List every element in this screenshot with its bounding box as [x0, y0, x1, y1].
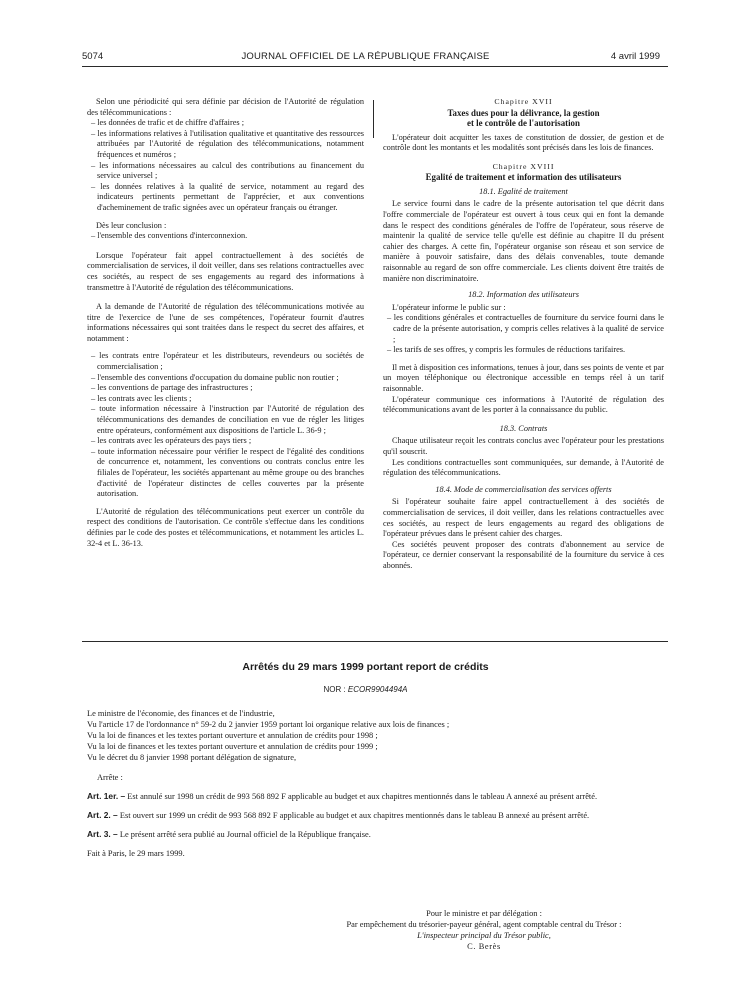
- article-1-text: Est annulé sur 1998 un crédit de 993 568 892 F applicable au budget et aux chapitres mentionnés dans le tableau A annexé au présent arrêté.: [125, 792, 598, 801]
- chapter-18-title: Egalité de traitement et information des utilisateurs: [425, 172, 622, 183]
- article-3: [87, 829, 667, 840]
- chapter-17-title-1: Taxes dues pour la délivrance, la gestion: [447, 107, 600, 118]
- chapter-17-title-2: et le contrôle de l'autorisation: [467, 118, 580, 129]
- section-18-3-title: 18.3. Contrats: [499, 423, 548, 433]
- arrete-body: [87, 708, 667, 859]
- arrete-label: Arrête :: [97, 773, 123, 782]
- list-item: – les informations relatives à l'utilisation qualitative et quantitative des ressources attribuées par l'Autorité de régulation des télécommunications, notamment fréquences et numéros ;: [91, 128, 364, 159]
- article-2-label: Art. 2. –: [87, 810, 118, 820]
- fait-line: Fait à Paris, le 29 mars 1999.: [87, 849, 185, 858]
- nor-code: ECOR9904494A: [347, 685, 408, 694]
- list-item: – les données relatives à la qualité de service, notamment au regard des indicateurs pertinents permettant de l'apprécier, et aux conventions d'acheminement de trafic signées avec un opérateur français ou étranger.: [91, 181, 364, 212]
- paragraph-control: L'Autorité de régulation des télécommunications peut exercer un contrôle du respect des conditions de l'autorisation. Ce contrôle s'effectue dans les conditions définies par le code des postes et télécommunications, et notamment les articles L. 32-4 et L. 36-13.: [87, 506, 364, 548]
- visa-line: Vu la loi de finances et les textes portant ouverture et annulation de crédits pour 1998 ;: [87, 731, 378, 740]
- nor-label: NOR :: [323, 685, 348, 694]
- article-1: [87, 791, 667, 802]
- visa-line: Vu l'article 17 de l'ordonnance n° 59-2 du 2 janvier 1959 portant loi organique relative aux lois de finances ;: [87, 720, 450, 729]
- arrete-title: Arrêtés du 29 mars 1999 portant report de crédits: [242, 661, 489, 673]
- signature-line: Par empêchement du trésorier-payeur général, agent comptable central du Trésor :: [346, 920, 622, 929]
- chapter-17-text: L'opérateur doit acquitter les taxes de constitution de dossier, de gestion et de contrôle dont les montants et les modalités sont précisés dans les lois de finances.: [383, 132, 664, 153]
- section-separator: [82, 641, 668, 642]
- list-item: – toute information nécessaire à l'instruction par l'Autorité de régulation des télécommunications des demandes de conciliation en vue de régler les litiges entre opérateurs, conformément aux dispositions de l'article L. 36-9 ;: [91, 404, 364, 435]
- visa-line: Vu la loi de finances et les textes portant ouverture et annulation de crédits pour 1999 ;: [87, 742, 378, 751]
- column-divider: [373, 100, 374, 138]
- journal-title: JOURNAL OFFICIEL DE LA RÉPUBLIQUE FRANÇAISE: [241, 51, 490, 62]
- list-item: – les contrats avec les clients ;: [91, 393, 192, 403]
- left-list-2: [87, 231, 364, 242]
- left-list-1: [87, 118, 364, 213]
- signature-line: Pour le ministre et par délégation :: [426, 909, 542, 918]
- list-item: – les données de trafic et de chiffre d'affaires ;: [91, 118, 244, 128]
- list-item: – toute information nécessaire pour vérifier le respect de l'égalité des conditions de concurrence et, notamment, les conventions ou contrats conclus entre les filiales de l'opérateur, les sociétés appartenant au même groupe ou des branches d'activité de l'opérateur distinctes de celles couvertes par la présente autorisation.: [91, 446, 364, 499]
- section-18-3-p2: Les conditions contractuelles sont communiquées, sur demande, à l'Autorité de régulation des télécommunications.: [383, 457, 664, 478]
- page-number: 5074: [82, 51, 104, 62]
- left-column: [87, 97, 364, 549]
- section-18-2-intro: L'opérateur informe le public sur :: [392, 302, 506, 312]
- section-18-1-title: 18.1. Egalité de traitement: [479, 186, 568, 196]
- section-18-3-p1: Chaque utilisateur reçoit les contrats conclus avec l'opérateur pour les prestations qu'il souscrit.: [383, 436, 664, 456]
- chapter-17-label: Chapitre XVII: [494, 97, 553, 106]
- article-3-text: Le présent arrêté sera publié au Journal officiel de la République française.: [117, 830, 371, 839]
- paragraph-request: A la demande de l'Autorité de régulation des télécommunications motivée au titre de l'exercice de l'une de ses compétences, l'opérateur fournit d'autres informations nécessaires qui sont traitées dans le respect du secret des affaires, et notamment :: [87, 302, 364, 343]
- list-item: – les conventions de partage des infrastructures ;: [91, 383, 253, 393]
- section-18-4-title: 18.4. Mode de commercialisation des services offerts: [435, 484, 612, 494]
- article-2: [87, 810, 667, 821]
- visa-line: Vu le décret du 8 janvier 1998 portant délégation de signature,: [87, 753, 297, 762]
- list-item: – l'ensemble des conventions d'interconnexion.: [91, 231, 248, 241]
- list-item: – les tarifs de ses offres, y compris les formules de réductions tarifaires.: [387, 345, 626, 355]
- signature-block: [300, 908, 668, 952]
- list-item: – l'ensemble des conventions d'occupation du domaine public non routier ;: [91, 372, 339, 382]
- header-rule: [82, 66, 668, 67]
- section-18-2-title: 18.2. Information des utilisateurs: [468, 290, 579, 300]
- left-list-3: [87, 351, 364, 499]
- list-item: – les informations nécessaires au calcul des contributions au financement du service universel ;: [91, 160, 364, 181]
- list-item: – les conditions générales et contractuelles de fourniture du service fourni dans le cadre de la présente autorisation, y compris celles relatives à la qualité de service ;: [387, 313, 664, 344]
- article-1-label: Art. 1er. –: [87, 791, 126, 801]
- paragraph-operator: Lorsque l'opérateur fait appel contractuellement à des sociétés de commercialisation de services, il doit veiller, dans ses relations contractuelles avec ces sociétés, au respect de ses engagements au regard des informations à transmettre à l'Autorité de régulation des télécommunications.: [87, 250, 364, 292]
- right-column: [383, 97, 664, 571]
- nor-reference: [0, 685, 731, 694]
- signatory-name: C. Berès: [467, 942, 501, 951]
- list-item: – les contrats entre l'opérateur et les distributeurs, revendeurs ou sociétés de commercialisation ;: [91, 351, 364, 372]
- article-2-text: Est ouvert sur 1999 un crédit de 993 568 892 F applicable au budget et aux chapitres mentionnés dans le tableau B annexé au présent arrêté.: [117, 811, 590, 820]
- article-3-label: Art. 3. –: [87, 829, 118, 839]
- list-item: – les contrats avec les opérateurs des pays tiers ;: [91, 436, 252, 446]
- section-18-1-text: Le service fourni dans le cadre de la présente autorisation tel que décrit dans l'offre commerciale de l'opérateur est ouvert à tous ceux qui en font la demande dans le respect des conditions générales de l'offre de l'opérateur, sous réserve de maintenir la qualité de service telle qu'elle est définie au chapitre II du présent cahier des charges. A cette fin, l'opérateur organise son réseau et son service de manière à pouvoir satisfaire, dans des délais convenables, toute demande raisonnable au regard de son offre commerciale. Les clients doivent être traités de manière non discriminatoire.: [383, 199, 664, 283]
- section-18-4-p1: Si l'opérateur souhaite faire appel contractuellement à des sociétés de commercialisation de services, il doit veiller, dans les relations contractuelles avec ces sociétés, au respect de leurs engagements au regard des obligations de l'opérateur prévues dans le présent cahier des charges.: [383, 497, 664, 539]
- section-18-2-p2: L'opérateur communique ces informations à l'Autorité de régulation des télécommunications avant de les porter à la connaissance du public.: [383, 394, 664, 415]
- section-18-2-list: [383, 313, 664, 355]
- chapter-18-label: Chapitre XVIII: [492, 161, 555, 171]
- visa-line: Le ministre de l'économie, des finances et de l'industrie,: [87, 709, 275, 718]
- signature-line: L'inspecteur principal du Trésor public,: [417, 931, 551, 940]
- left-intro: Selon une périodicité qui sera définie par décision de l'Autorité de régulation des télécommunications :: [87, 97, 364, 117]
- section-18-2-p1: Il met à disposition ces informations, tenues à jour, dans ses points de vente et par un moyen téléphonique ou électronique accessible en temps réel à un tarif raisonnable.: [383, 362, 664, 393]
- conclusion-intro: Dès leur conclusion :: [96, 220, 167, 230]
- section-18-4-p2: Ces sociétés peuvent proposer des contrats d'abonnement au service de l'opérateur, ce dernier conservant la responsabilité de la fourniture du service à ces abonnés.: [383, 539, 664, 570]
- issue-date: 4 avril 1999: [610, 51, 660, 62]
